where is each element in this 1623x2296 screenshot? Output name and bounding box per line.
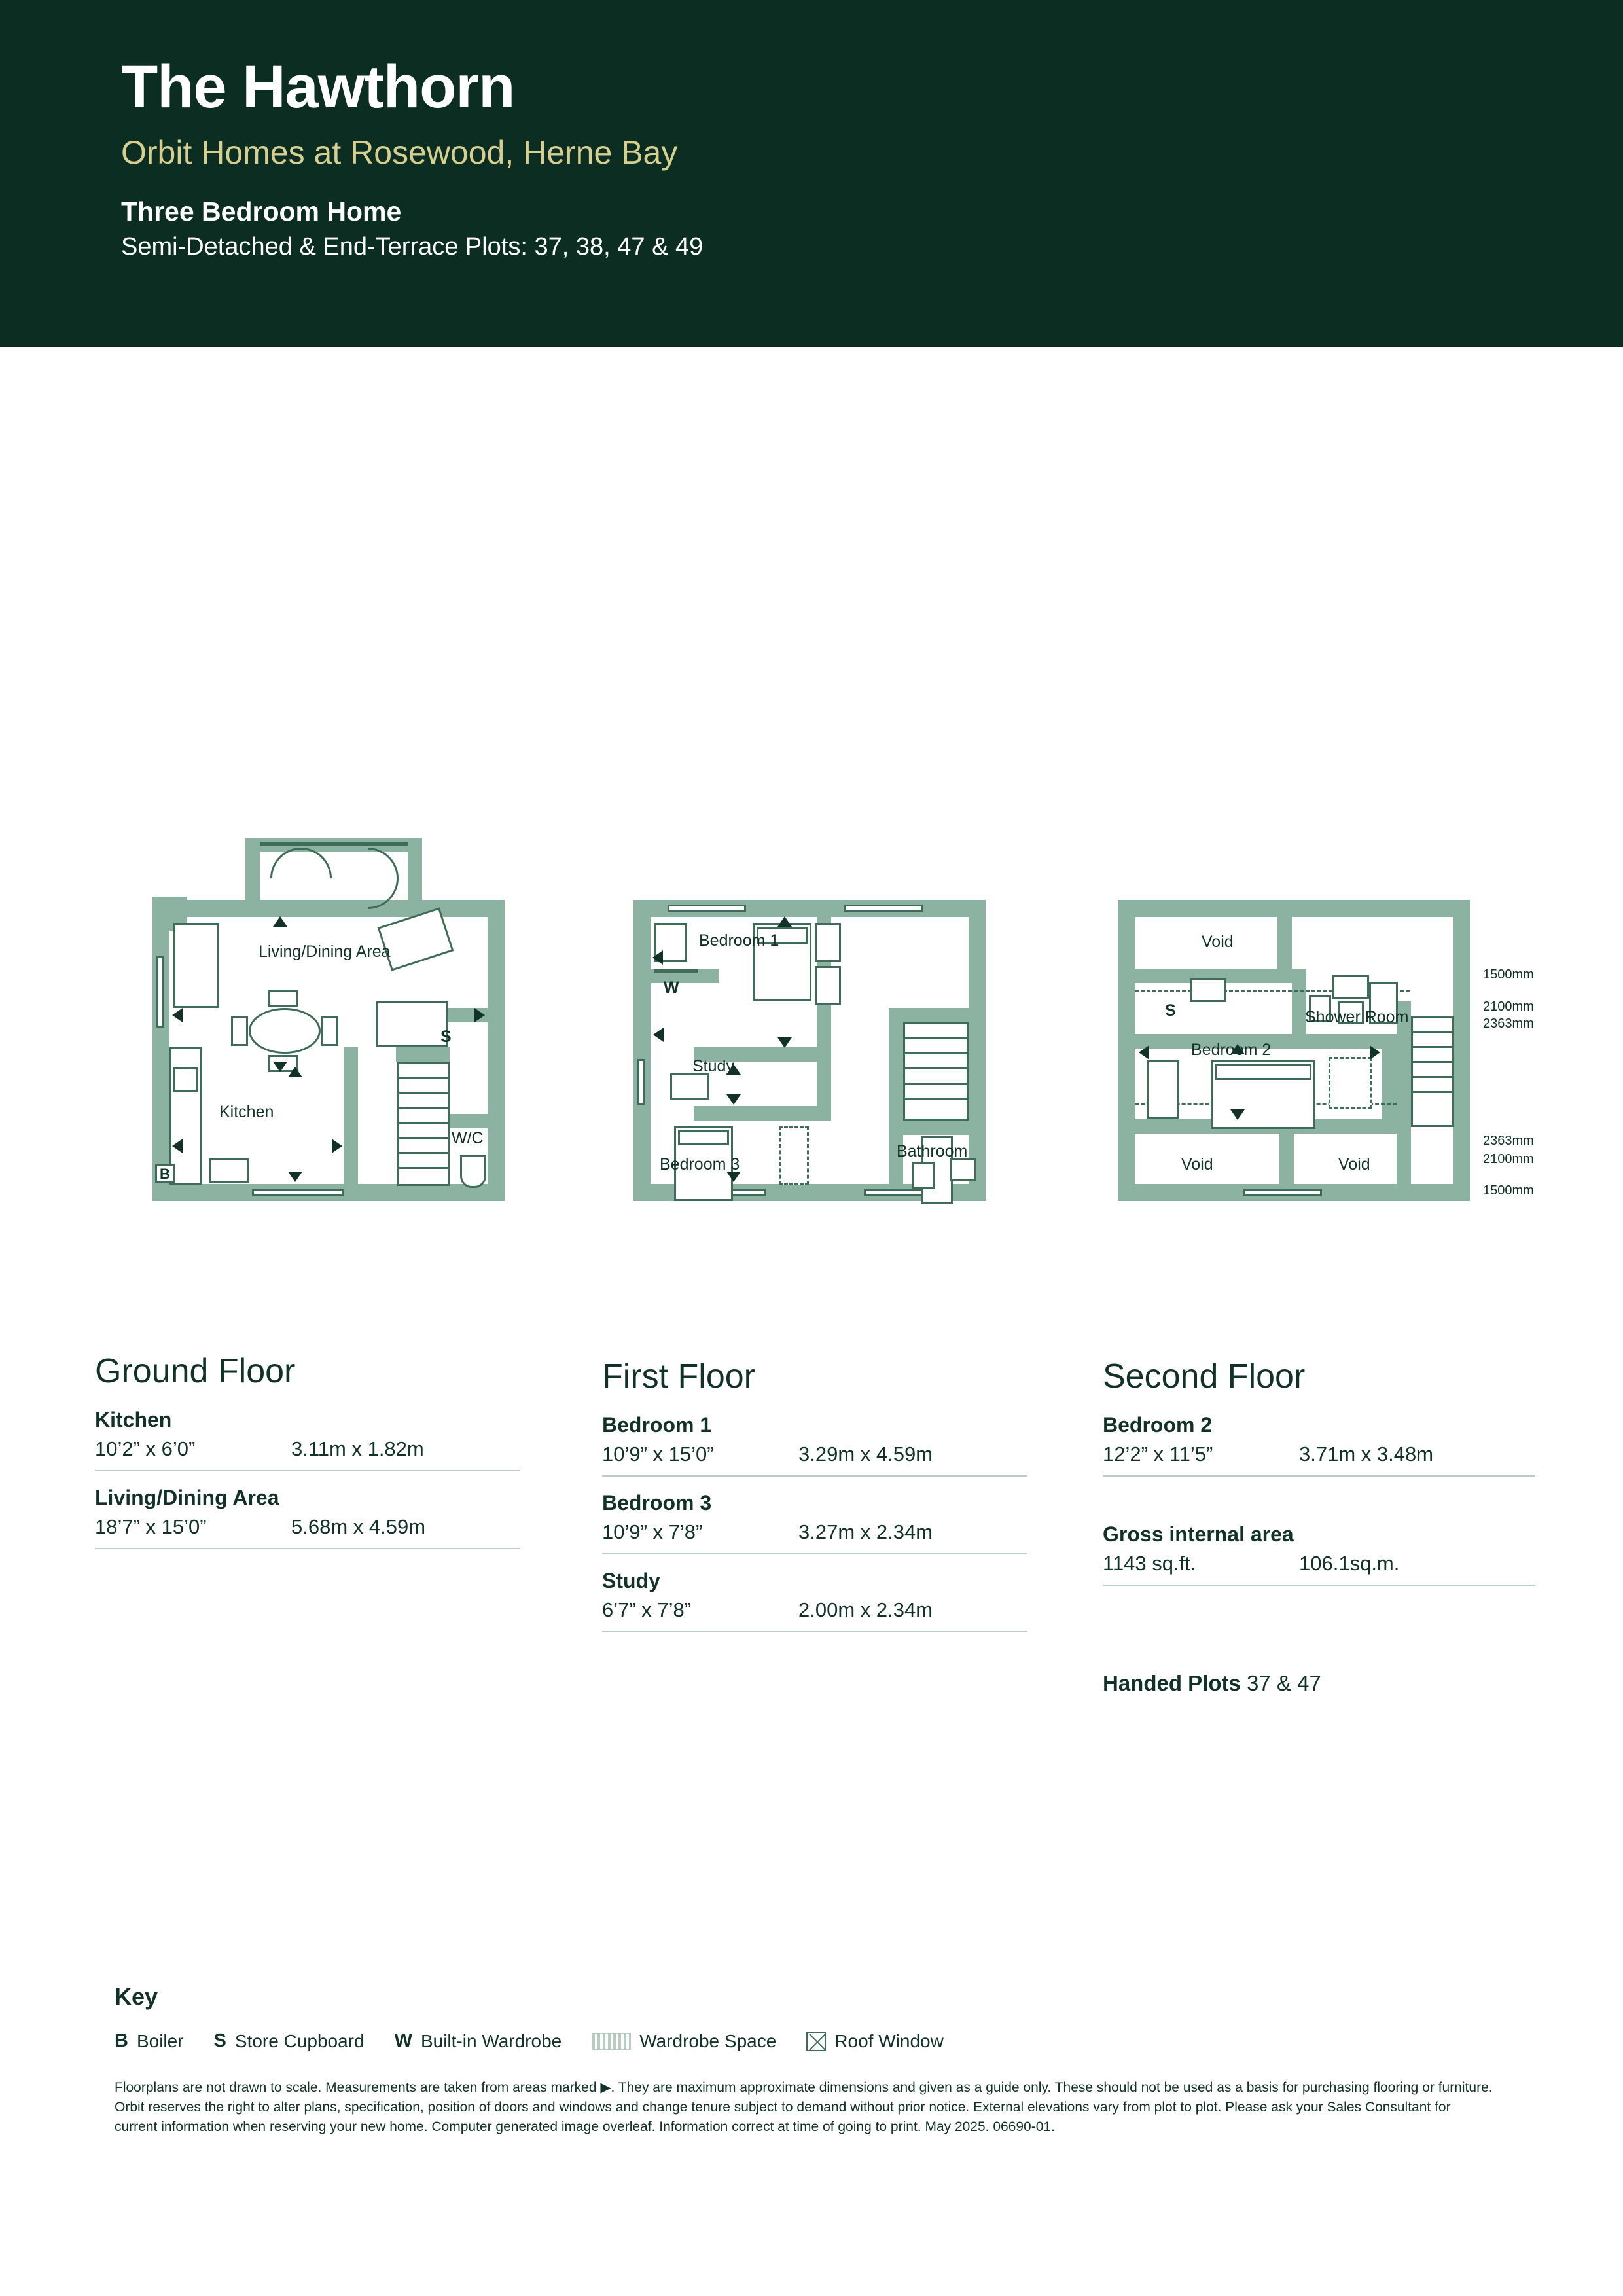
wall-stair-left bbox=[889, 1008, 903, 1122]
key-item-built-in-wardrobe bbox=[395, 2030, 562, 2052]
stair-step-1 bbox=[397, 1077, 450, 1079]
room-label-shower-room bbox=[1305, 1008, 1408, 1027]
measure-arrow-up-bed2 bbox=[1230, 1044, 1245, 1054]
stair-step-2 bbox=[903, 1052, 969, 1054]
handed-plots-value: 37 & 47 bbox=[1247, 1671, 1321, 1695]
schedule-entry bbox=[95, 1408, 520, 1471]
wall-top bbox=[1118, 900, 1470, 917]
stair-step-5 bbox=[397, 1137, 450, 1139]
wall-void-right bbox=[1277, 917, 1292, 982]
room-name: Living/Dining Area bbox=[95, 1486, 279, 1509]
measurement-imperial: 10’9” x 7’8” bbox=[602, 1520, 703, 1543]
measure-arrow-left-kitchen bbox=[172, 1139, 183, 1153]
handed-plots bbox=[1103, 1671, 1535, 1696]
window-top-2 bbox=[844, 905, 923, 912]
first-floor-plan bbox=[628, 550, 995, 1204]
schedule-second-floor bbox=[1103, 1357, 1535, 1696]
head-height-1500-bottom: 1500mm bbox=[1483, 1183, 1534, 1198]
key-item-store-cupboard bbox=[214, 2030, 365, 2052]
room-label-bathroom: Bathroom bbox=[897, 1142, 968, 1160]
dining-chair-2 bbox=[321, 1016, 338, 1046]
room-name: Bedroom 2 bbox=[1103, 1413, 1213, 1437]
head-height-2100-top: 2100mm bbox=[1483, 999, 1534, 1014]
stair-step-6 bbox=[397, 1152, 450, 1154]
measurement-metric: 3.29m x 4.59m bbox=[798, 1443, 933, 1465]
schedule-entry bbox=[1103, 1413, 1535, 1477]
development-subtitle: Orbit Homes at Rosewood, Herne Bay bbox=[121, 134, 678, 171]
bed-3-pillow bbox=[678, 1130, 729, 1145]
key-item-roof-window bbox=[806, 2031, 944, 2052]
stair-step-5 bbox=[1411, 1091, 1454, 1093]
key-label: Roof Window bbox=[834, 2030, 944, 2051]
stair-step-4 bbox=[1411, 1076, 1454, 1078]
sofa-1 bbox=[173, 923, 219, 1008]
schedule-first-floor bbox=[602, 1357, 1027, 1647]
room-name: Kitchen bbox=[95, 1408, 172, 1431]
dining-chair-1 bbox=[231, 1016, 248, 1046]
store-cupboard-icon: S bbox=[213, 2030, 226, 2051]
stair-step-1 bbox=[903, 1037, 969, 1039]
measurement-metric: 3.11m x 1.82m bbox=[291, 1437, 424, 1460]
bed-2-pillow bbox=[1215, 1064, 1311, 1080]
schedule-entry bbox=[602, 1569, 1027, 1632]
schedule-entry bbox=[602, 1413, 1027, 1477]
wall-stair-left bbox=[1397, 1001, 1411, 1185]
page-header bbox=[0, 0, 1623, 347]
head-height-2363-top: 2363mm bbox=[1483, 1016, 1534, 1031]
wall-stair-top bbox=[396, 1047, 450, 1062]
measure-arrow-up-kitchen bbox=[288, 1067, 302, 1077]
schedule-title-first: First Floor bbox=[602, 1357, 755, 1395]
page-title: The Hawthorn bbox=[121, 54, 515, 120]
hob bbox=[173, 1067, 198, 1092]
room-label-bedroom-1: Bedroom 1 bbox=[699, 931, 779, 950]
wall-left bbox=[152, 900, 169, 1201]
measure-arrow-up-study bbox=[726, 1064, 741, 1075]
room-label-study: Study bbox=[692, 1057, 734, 1075]
key-item-wardrobe-space bbox=[592, 2031, 776, 2052]
schedule-title-second: Second Floor bbox=[1103, 1357, 1306, 1395]
measure-arrow-left-bed1 bbox=[652, 950, 663, 965]
store-cupboard-marker: S bbox=[440, 1028, 452, 1046]
room-label-void-left: Void bbox=[1181, 1155, 1213, 1174]
dining-table bbox=[249, 1008, 321, 1054]
schedule-entry-gross-area bbox=[1103, 1522, 1535, 1586]
wall-right bbox=[969, 900, 986, 1201]
plot-list: Semi-Detached & End-Terrace Plots: 37, 38, 47 & 49 bbox=[121, 232, 704, 260]
bathroom-toilet bbox=[912, 1162, 935, 1189]
measurement-imperial: 6’7” x 7’8” bbox=[602, 1598, 692, 1621]
measure-arrow-down-living bbox=[273, 1062, 287, 1072]
measurement-imperial: 12’2” x 11’5” bbox=[1103, 1443, 1213, 1465]
wc-toilet bbox=[460, 1155, 486, 1188]
head-height-2100-bottom: 2100mm bbox=[1483, 1152, 1534, 1166]
head-height-2363-bottom: 2363mm bbox=[1483, 1134, 1534, 1148]
measure-arrow-left-bed2 bbox=[1139, 1045, 1149, 1060]
measurement-imperial: 10’2” x 6’0” bbox=[95, 1437, 196, 1460]
measurement-metric: 3.71m x 3.48m bbox=[1299, 1443, 1434, 1465]
wall-left bbox=[1118, 900, 1135, 1201]
wall-wc bbox=[450, 1114, 505, 1128]
sofa-3 bbox=[376, 1001, 448, 1047]
stair-step-3 bbox=[903, 1067, 969, 1069]
sink bbox=[209, 1158, 249, 1183]
boiler-marker: B bbox=[155, 1164, 175, 1183]
ground-floor-plan bbox=[147, 550, 514, 1204]
dining-chair-3 bbox=[268, 990, 298, 1007]
room-label-bedroom-2: Bedroom 2 bbox=[1191, 1041, 1272, 1059]
floorplan-drawings bbox=[0, 347, 1623, 1198]
bedside-bed2 bbox=[1147, 1060, 1179, 1119]
wardrobe-bed1-a bbox=[815, 923, 841, 962]
measure-arrow-up-living bbox=[273, 916, 287, 927]
wall-study-bottom bbox=[694, 1106, 831, 1121]
measurement-metric: 2.00m x 2.34m bbox=[798, 1598, 933, 1621]
wall-stair-top bbox=[889, 1008, 986, 1022]
key-label: Boiler bbox=[136, 2030, 184, 2051]
stair-step-5 bbox=[903, 1098, 969, 1100]
wall-left bbox=[633, 900, 651, 1201]
measure-arrow-down-study bbox=[726, 1094, 741, 1105]
measure-arrow-up-bed1 bbox=[777, 916, 792, 927]
schedule-ground-floor bbox=[95, 1352, 520, 1564]
shower-room-text: Shower Room bbox=[1305, 1008, 1409, 1026]
second-floor-plan bbox=[1113, 550, 1534, 1204]
key-label: Store Cupboard bbox=[234, 2030, 365, 2051]
room-label-living-dining: Living/Dining Area bbox=[259, 942, 391, 961]
roof-window-2 bbox=[1332, 975, 1369, 999]
measurement-imperial: 10’9” x 15’0” bbox=[602, 1443, 714, 1465]
schedule-entry bbox=[602, 1491, 1027, 1554]
head-height-1500-top: 1500mm bbox=[1483, 967, 1534, 982]
window-bottom-second bbox=[1243, 1189, 1322, 1196]
wall-shower-bottom bbox=[1292, 1034, 1410, 1049]
wall-bath-top bbox=[889, 1121, 986, 1135]
wall-right bbox=[1453, 900, 1470, 1201]
disclaimer-text: Floorplans are not drawn to scale. Measurements are taken from areas marked ▶. They are maximum approximate dimensions and given as a guide only. These should not be used as a basis for purchasing flooring or furniture. Orbit reserves the right to alter plans, specification, position of doors and windows and change tenure subject to demand without prior notice. External elevations vary from plot to plot. Please ask your Sales Consultant for current information when reserving your new home. Computer generated image overleaf. Information correct at time of going to print. May 2025. 06690-01. bbox=[115, 2080, 1493, 2134]
measure-arrow-down-bed1 bbox=[777, 1037, 792, 1048]
key-title: Key bbox=[115, 1983, 158, 2010]
room-label-void-right: Void bbox=[1338, 1155, 1370, 1174]
key-items bbox=[115, 2030, 1541, 2052]
measurement-metric: 106.1sq.m. bbox=[1299, 1552, 1400, 1575]
wall-right bbox=[488, 900, 505, 1201]
key-label: Built-in Wardrobe bbox=[420, 2030, 562, 2051]
window-left-study bbox=[637, 1059, 645, 1105]
wardrobe-built-in bbox=[654, 969, 698, 973]
room-name: Study bbox=[602, 1569, 660, 1592]
home-type: Three Bedroom Home bbox=[121, 196, 402, 226]
key-label: Wardrobe Space bbox=[639, 2030, 777, 2051]
wardrobe-icon: W bbox=[394, 2030, 412, 2051]
key-section bbox=[115, 1983, 1541, 2136]
measure-arrow-down-bed2 bbox=[1230, 1109, 1245, 1120]
room-name: Bedroom 1 bbox=[602, 1413, 712, 1437]
wall-porch-right bbox=[408, 838, 422, 903]
room-name: Gross internal area bbox=[1103, 1522, 1294, 1546]
window-left-1 bbox=[156, 956, 164, 1028]
wardrobe-marker: W bbox=[664, 978, 679, 997]
desk-study bbox=[670, 1073, 709, 1100]
wardrobe-bed1-b bbox=[815, 966, 841, 1005]
key-item-boiler bbox=[115, 2030, 184, 2052]
wall-top bbox=[152, 900, 505, 917]
room-label-wc: W/C bbox=[452, 1129, 484, 1147]
handed-plots-label: Handed Plots bbox=[1103, 1671, 1241, 1695]
wardrobe-space-bed3 bbox=[779, 1126, 809, 1185]
measure-arrow-down-bed3 bbox=[726, 1172, 741, 1182]
stair-step-3 bbox=[1411, 1061, 1454, 1063]
room-label-kitchen: Kitchen bbox=[219, 1103, 274, 1121]
measure-arrow-right-bed2 bbox=[1370, 1045, 1380, 1060]
roof-window-icon bbox=[806, 2032, 826, 2051]
stair-step-3 bbox=[397, 1107, 450, 1109]
measure-arrow-right-kitchen bbox=[332, 1139, 342, 1153]
measure-arrow-left-landing bbox=[653, 1028, 664, 1042]
roof-window-1 bbox=[1190, 978, 1226, 1002]
room-label-bedroom-3-visible: Bedroom 3 bbox=[660, 1155, 740, 1174]
measurement-metric: 3.27m x 2.34m bbox=[798, 1520, 933, 1543]
wardrobe-space-bed2 bbox=[1329, 1057, 1372, 1109]
boiler-icon: B bbox=[115, 2030, 128, 2051]
room-name: Bedroom 3 bbox=[602, 1491, 712, 1515]
stair-step-4 bbox=[903, 1083, 969, 1085]
measurement-metric: 5.68m x 4.59m bbox=[291, 1515, 426, 1538]
measurement-imperial: 1143 sq.ft. bbox=[1103, 1552, 1196, 1575]
measure-arrow-down-kitchen bbox=[288, 1172, 302, 1182]
porch-opening bbox=[260, 842, 408, 846]
wardrobe-space-icon bbox=[592, 2033, 631, 2050]
stair-step-7 bbox=[397, 1167, 450, 1169]
wall-kitchen-divider bbox=[344, 1047, 358, 1201]
measurement-imperial: 18’7” x 15’0” bbox=[95, 1515, 207, 1538]
measure-arrow-left-living bbox=[172, 1008, 183, 1022]
schedule-entry bbox=[95, 1486, 520, 1549]
store-cupboard-marker: S bbox=[1165, 1001, 1176, 1020]
room-label-void-top: Void bbox=[1202, 933, 1234, 951]
stair-step-2 bbox=[1411, 1046, 1454, 1048]
stair-step-4 bbox=[397, 1122, 450, 1124]
stair-step-2 bbox=[397, 1092, 450, 1094]
stair-step-1 bbox=[1411, 1031, 1454, 1033]
schedule-title-ground: Ground Floor bbox=[95, 1352, 296, 1390]
window-top-1 bbox=[668, 905, 746, 912]
measure-arrow-right-living bbox=[474, 1008, 485, 1022]
bathroom-basin bbox=[950, 1158, 976, 1181]
window-bottom-1 bbox=[252, 1189, 344, 1196]
